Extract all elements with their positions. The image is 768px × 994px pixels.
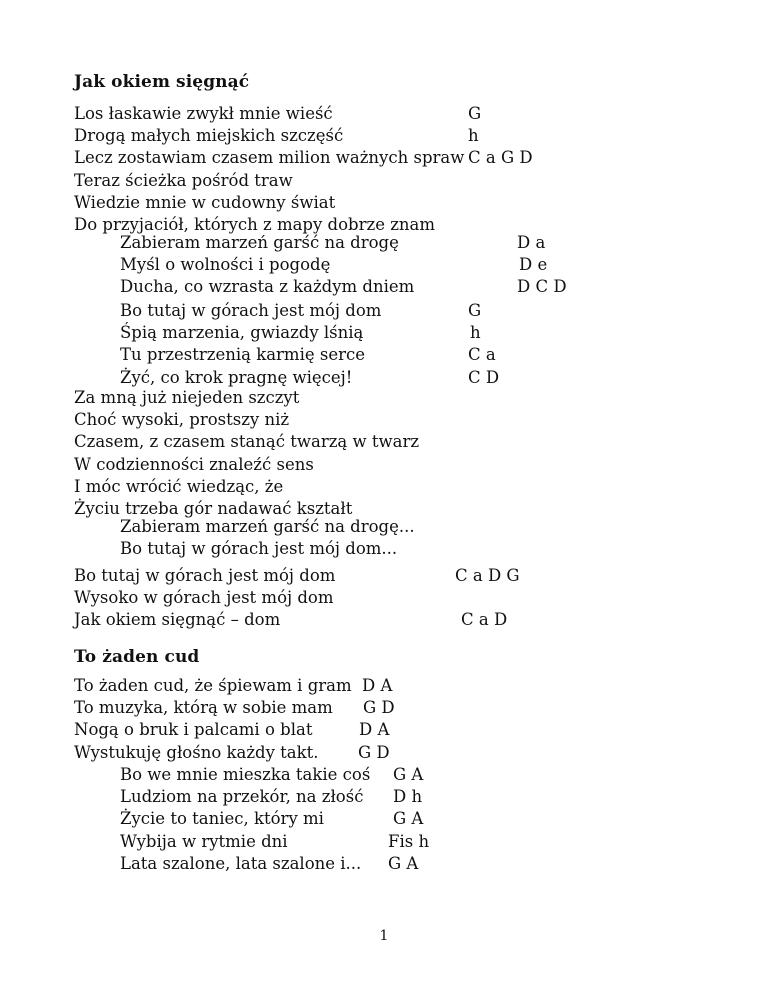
lyric-text: To żaden cud, że śpiewam i gram [74, 676, 352, 695]
chord-text: G A [393, 765, 424, 784]
lyric-text: Za mną już niejeden szczyt [74, 388, 300, 407]
chord-text: h [468, 126, 479, 146]
lyric-line [120, 538, 520, 560]
song1-prechorus [120, 232, 580, 299]
lyric-line [74, 103, 674, 125]
lyric-line [74, 454, 574, 476]
chord-text: C a G D [468, 148, 533, 168]
lyric-text: Lata szalone, lata szalone i... [120, 853, 362, 873]
song1-outro [74, 565, 574, 632]
song-title: To żaden cud [74, 647, 200, 667]
lyric-line [120, 831, 440, 853]
chord-text: G D [363, 698, 395, 718]
song1-repeat [120, 516, 520, 560]
lyric-line [120, 516, 520, 538]
lyric-line [74, 697, 474, 719]
lyric-text: Bo tutaj w górach jest mój dom [74, 566, 336, 585]
chord-text: C a D [461, 610, 508, 630]
lyric-text: Do przyjaciół, których z mapy dobrze znam [74, 214, 436, 234]
lyric-text: W codzienności znaleźć sens [74, 454, 314, 474]
lyric-text: Życie to taniec, który mi [120, 809, 324, 829]
lyric-line [74, 409, 574, 431]
lyric-text: Choć wysoki, prostszy niż [74, 410, 290, 430]
lyric-text: Tu przestrzenią karmię serce [120, 345, 365, 365]
chord-text: C D [468, 367, 500, 387]
lyric-line [74, 147, 674, 169]
lyric-line [120, 300, 540, 322]
chord-text: D A [359, 720, 390, 740]
song1-verse2 [74, 387, 574, 520]
lyric-line [74, 192, 674, 214]
lyric-line [74, 675, 474, 697]
chord-text: C a [468, 345, 496, 365]
lyric-line [74, 170, 674, 192]
page-number: 1 [379, 928, 389, 944]
lyric-line [74, 609, 574, 631]
lyric-line [74, 431, 574, 453]
chord-text: D h [393, 787, 423, 807]
lyric-text: Myśl o wolności i pogodę [120, 255, 331, 275]
chord-text: D C D [517, 277, 567, 297]
lyric-line [120, 367, 540, 389]
lyric-text: Drogą małych miejskich szczęść [74, 126, 344, 146]
lyric-text: Wysoko w górach jest mój dom [74, 588, 334, 608]
lyric-line [74, 387, 574, 409]
song2-chorus [120, 764, 440, 875]
lyric-text: Wiedzie mnie w cudowny świat [74, 192, 336, 212]
lyric-text: Nogą o bruk i palcami o blat [74, 720, 313, 740]
chord-text: D A [362, 676, 393, 695]
chord-text: G [468, 104, 482, 123]
lyric-text: Zabieram marzeń garść na drogę [120, 233, 399, 252]
lyric-line [74, 719, 474, 741]
lyric-text: Bo tutaj w górach jest mój dom... [120, 539, 398, 559]
lyric-line [120, 254, 580, 276]
lyric-text: Zabieram marzeń garść na drogę... [120, 517, 415, 536]
lyric-text: Jak okiem sięgnąć – dom [74, 610, 281, 630]
lyric-text: Teraz ścieżka pośród traw [74, 170, 293, 190]
lyric-line [120, 786, 440, 808]
chord-text: C a D G [455, 566, 520, 585]
lyric-line [74, 476, 574, 498]
lyric-text: Bo tutaj w górach jest mój dom [120, 301, 382, 320]
chord-text: G [468, 301, 482, 320]
chord-text: G A [388, 853, 419, 873]
chord-text: h [470, 323, 481, 343]
chord-text: G D [358, 742, 390, 762]
lyric-line [120, 344, 540, 366]
lyric-text: I móc wrócić wiedząc, że [74, 476, 284, 496]
chord-text: D e [519, 255, 548, 275]
lyric-line [74, 125, 674, 147]
song-title: Jak okiem sięgnąć [74, 72, 250, 92]
lyric-text: Wystukuję głośno każdy takt. [74, 742, 319, 762]
lyric-text: Wybija w rytmie dni [120, 831, 288, 851]
lyric-text: Życiu trzeba gór nadawać kształt [74, 498, 353, 518]
lyric-line [120, 764, 440, 786]
lyric-line [74, 742, 474, 764]
lyric-text: Śpią marzenia, gwiazdy lśnią [120, 323, 364, 343]
lyric-text: Czasem, z czasem stanąć twarzą w twarz [74, 432, 420, 452]
lyric-text: To muzyka, którą w sobie mam [74, 698, 333, 718]
song2-verse1 [74, 675, 474, 764]
chord-text: D a [517, 233, 546, 252]
lyric-line [74, 565, 574, 587]
lyric-line [120, 276, 580, 298]
song1-verse1 [74, 103, 674, 236]
lyric-line [120, 853, 440, 875]
lyric-text: Ludziom na przekór, na złość [120, 787, 364, 807]
lyric-text: Żyć, co krok pragnę więcej! [120, 367, 353, 387]
chord-text: G A [393, 809, 424, 829]
lyric-text: Los łaskawie zwykł mnie wieść [74, 104, 333, 123]
lyric-line [120, 232, 580, 254]
lyric-line [120, 808, 440, 830]
lyric-text: Ducha, co wzrasta z każdym dniem [120, 277, 415, 297]
lyric-line [74, 587, 574, 609]
lyric-text: Bo we mnie mieszka takie coś [120, 765, 371, 784]
lyric-line [120, 322, 540, 344]
song1-chorus [120, 300, 540, 389]
lyric-text: Lecz zostawiam czasem milion ważnych spraw [74, 148, 465, 168]
chord-text: Fis h [388, 831, 430, 851]
